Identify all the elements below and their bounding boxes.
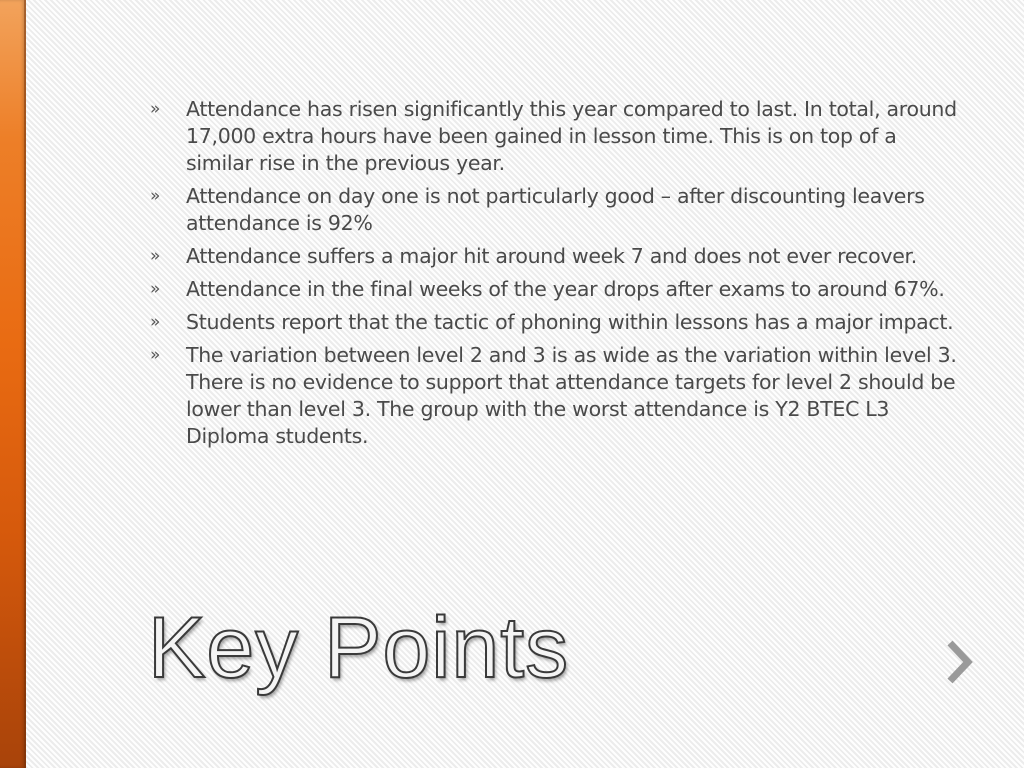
bullet-marker: » [150,279,161,299]
bullet-text: Attendance in the final weeks of the year drops after exams to around 67%. [186,277,945,301]
bullet-item [150,276,960,303]
bullet-marker: » [150,246,161,266]
bullet-text: The variation between level 2 and 3 is as wide as the variation within level 3. There is no evidence to support that attendance targets for level 2 should be lower than level 3. The group with the worst attendance is Y2 BTEC L3 Diploma students. [186,343,957,448]
key-points-list [150,96,960,456]
bullet-text: Attendance has risen significantly this year compared to last. In total, around 17,000 extra hours have been gained in lesson time. This is on top of a similar rise in the previous year. [186,97,957,175]
bullet-text: Attendance on day one is not particularly good – after discounting leavers attendance is 92% [186,184,925,235]
bullet-item [150,309,960,336]
bullet-item [150,243,960,270]
next-slide-button[interactable] [934,630,984,694]
chevron-right-icon [942,637,976,687]
bullet-item [150,342,960,450]
slide-title: Key Points [148,600,570,696]
bullet-marker: » [150,99,161,119]
accent-side-bar [0,0,26,768]
bullet-item [150,96,960,177]
bullet-marker: » [150,345,161,365]
bullet-text: Students report that the tactic of phoning within lessons has a major impact. [186,310,954,334]
bullet-marker: » [150,312,161,332]
bullet-marker: » [150,186,161,206]
bullet-text: Attendance suffers a major hit around week 7 and does not ever recover. [186,244,917,268]
bullet-item [150,183,960,237]
